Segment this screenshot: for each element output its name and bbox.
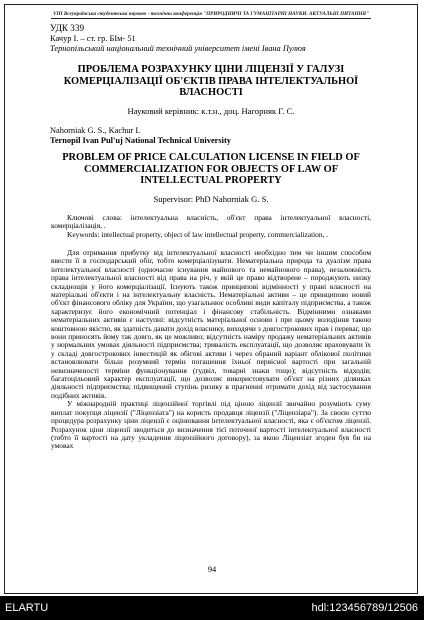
keywords-en: Keywords: intellectual property, object of law intellectual property, commercialization, . <box>67 229 329 239</box>
supervisor-ua: Науковий керівник: к.т.н., доц. Нагорняк Г. С. <box>127 105 295 116</box>
repository-name: ELARTU <box>5 602 49 614</box>
header-rule <box>51 18 371 19</box>
udc-code: УДК 339 <box>50 23 85 34</box>
affiliation-en: Ternopil Ivan Pul'uj National Technical University <box>50 135 231 145</box>
paper-page <box>4 4 418 594</box>
page-number: 94 <box>207 565 217 574</box>
body-paragraph-1: Для отримання прибутку від інтелектуальної власності необхідно тим чи іншим способом ввести її в господарський обіг, тобто комерціалізувати. Нематеріальна природа та дуалізм права інтелектуальної власності (одночасне існування майнового та немайнового права), незалежність права інтелектуальної власності від права на річ, у якій це право відтворене – породжують низку складнощів у його комерціалізації. Існують також принципові відмінності у праві власності на матеріальні об'єкти і на інтелектуальну власність. Нематеріальні активи – це принципово новий об'єкт фінансового обліку для України, що узагальнює особливі види капіталу підприємства, а також характеризує його економічний потенціал і фінансову стабільність. Відмінними ознаками нематеріальних активів є наступні: відсутність матеріальної основи і при цьому володіння такою коштовною якістю, як здатність давати дохід власнику, виходячи з довгострокових прав і переваг, що вони приносять йому так довго, як це можливо; відсутність наміру продажу нематеріальних активів у нормальних умовах діяльності підприємства; тривалість експлуатації, що дозволяє враховувати їх у складі довгострокових інвестицій як обігові активи і через обраний варіант облікової політики встановлювати більш розумний термін погашення їхньої первісної вартості при загальній невизначеності терміни функціонування (гудвіл, товарні знаки тощо); відсутність відходів; багатоцільовий характер експлуатації, що дозволяє використовувати об'єкт на різних ділянках діяльності підприємства; підвищений ступінь ризику в прагненні отримати дохід від застосування подібних активів. <box>51 247 371 400</box>
authors-ua: Качур І. – ст. гр. БІм- 51 <box>50 34 136 44</box>
repository-footer-bar <box>0 596 424 620</box>
supervisor-en: Supervisor: PhD Nahorniak G. S. <box>153 193 269 204</box>
affiliation-ua: Тернопільський національний технічний університет імені Івана Пулюя <box>50 44 306 54</box>
conference-header: VIII Всеукраїнська студентська науково - технічна конференція "ПРИРОДНИЧІ ТА ГУМАНІТАРНІ НАУКИ. АКТУАЛЬНІ ПИТАННЯ" <box>53 11 369 17</box>
title-en: PROBLEM OF PRICE CALCULATION LICENSE IN FIELD OF COMMERCIALIZATION FOR OBJECTS OF LAW OF INTELLECTUAL PROPERTY <box>62 151 360 187</box>
handle-identifier: hdl:123456789/12506 <box>311 602 418 614</box>
keywords-ua: Ключові слова: інтелектуальна власність, об'єкт права інтелектуальної власності, комерціалізація, . <box>51 212 371 231</box>
authors-en: Nahorniak G. S., Kachur I. <box>50 125 141 135</box>
title-ua: ПРОБЛЕМА РОЗРАХУНКУ ЦІНИ ЛІЦЕНЗІЇ У ГАЛУЗІ КОМЕРЦІАЛІЗАЦІЇ ОБ'ЄКТІВ ПРАВА ІНТЕЛЕКТУАЛЬНОЇ ВЛАСНОСТІ <box>63 64 359 99</box>
body-paragraph-2: У міжнародній практиці ліцензійної торгівлі під ціною ліцензії звичайно розуміють суму виплат покупця ліцензії ("Ліцензіата") на користь продавця ліцензії ("Ліцензіара"). За своєю суттю процедура розрахунку ціни ліцензії є оцінювання інтелектуальної власності, яка є об'єктом ліцензії. Розрахунок ціни ліцензії зводиться до визначення тієї поточної вартості інтелектуальної власності (тобто її вартості на дату укладення ліцензійного договору), за якою Ліцензіат згоден був би на умовах <box>51 399 371 451</box>
